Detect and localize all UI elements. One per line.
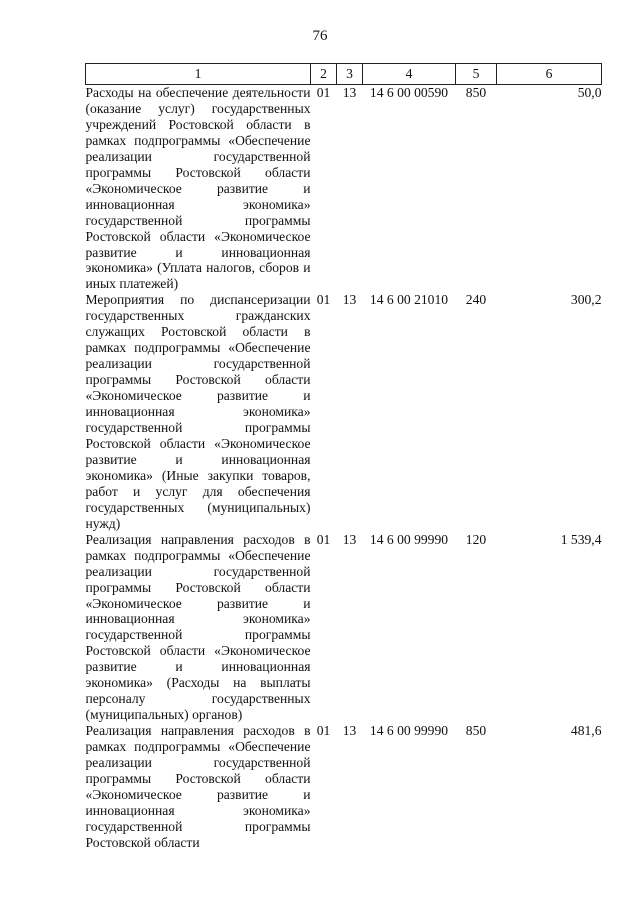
row-amount: 1 539,4 [560,531,602,547]
row-section-code: 01 [316,85,331,100]
table-row [86,532,602,723]
row-amount: 481,6 [570,723,602,739]
row-description: Реализация направления расходов в рамках подпрограммы «Обеспечение реализации государственной программы Ростовской области «Экономическое развитие и инновационная экономика» государственной программы Ростовской области [85,723,311,850]
table-row [86,723,602,851]
row-expense-type: 120 [465,531,487,547]
column-header-2: 2 [311,64,337,85]
row-amount: 50,0 [577,85,602,100]
row-subsection-code: 13 [342,85,357,100]
row-description: Расходы на обеспечение деятельности (оказание услуг) государственных учреждений Ростовской области в рамках подпрограммы «Обеспечение реализации государственной программы Ростовской области «Экономическое развитие и инновационная экономика» государственной программы Ростовской области «Экономическое развитие и инновационная экономика» (Уплата налогов, сборов и иных платежей) [85,85,311,292]
row-target-article: 14 6 00 99990 [369,531,449,547]
budget-table [85,63,602,851]
row-subsection-code: 13 [342,531,357,547]
row-expense-type: 850 [465,723,487,739]
row-expense-type: 850 [465,85,487,100]
table-row [86,292,602,531]
row-description: Мероприятия по диспансеризации государственных гражданских служащих Ростовской области в рамках подпрограммы «Обеспечение реализации государственной программы Ростовской области «Экономическое развитие и инновационная экономика» государственной программы Ростовской области «Экономическое развитие и инновационная экономика» (Иные закупки товаров, работ и услуг для обеспечения государственных (муниципальных) нужд) [85,292,311,531]
column-header-4: 4 [363,64,456,85]
row-section-code: 01 [316,723,331,739]
row-expense-type: 240 [465,292,487,308]
row-amount: 300,2 [570,292,602,308]
column-header-3: 3 [337,64,363,85]
row-target-article: 14 6 00 99990 [369,723,449,739]
row-target-article: 14 6 00 21010 [369,292,449,308]
row-subsection-code: 13 [342,292,357,308]
row-target-article: 14 6 00 00590 [369,85,449,100]
column-header-1: 1 [86,64,311,85]
table-header-row [86,64,602,85]
table-row [86,85,602,293]
column-header-5: 5 [456,64,497,85]
column-header-6: 6 [497,64,602,85]
row-subsection-code: 13 [342,723,357,739]
page-number: 76 [312,28,328,44]
row-description: Реализация направления расходов в рамках подпрограммы «Обеспечение реализации государственной программы Ростовской области «Экономическое развитие и инновационная экономика» государственной программы Ростовской области «Экономическое развитие и инновационная экономика» (Расходы на выплаты персоналу государственных (муниципальных) органов) [85,531,311,723]
row-section-code: 01 [316,531,331,547]
row-section-code: 01 [316,292,331,308]
